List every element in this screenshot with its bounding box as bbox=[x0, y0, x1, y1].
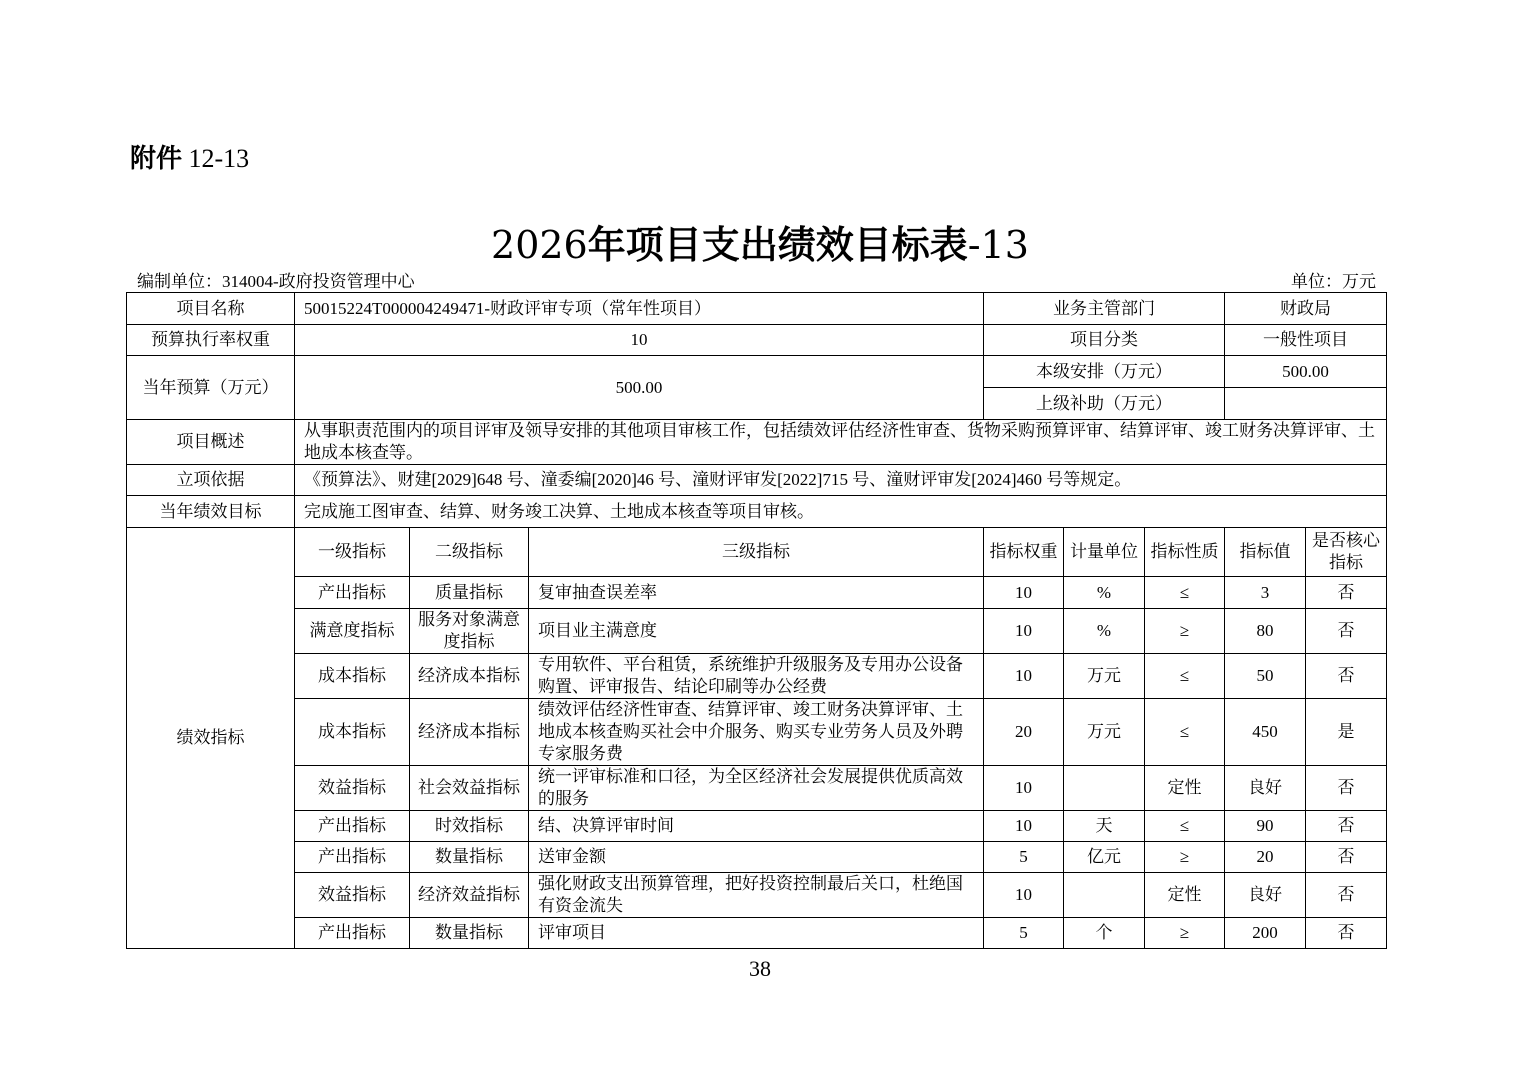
indicator-level2-cell: 数量指标 bbox=[410, 918, 529, 949]
local-label: 本级安排（万元） bbox=[984, 356, 1225, 388]
indicator-unit-cell bbox=[1064, 873, 1145, 918]
indicator-value-cell: 90 bbox=[1225, 811, 1306, 842]
header-level2: 二级指标 bbox=[410, 528, 529, 577]
indicator-nature-cell: ≤ bbox=[1145, 577, 1225, 609]
attachment-number: 12-13 bbox=[188, 144, 250, 173]
indicator-unit-cell bbox=[1064, 766, 1145, 811]
indicator-level2-cell: 社会效益指标 bbox=[410, 766, 529, 811]
indicator-level2-cell: 服务对象满意度指标 bbox=[410, 609, 529, 654]
indicator-weight-cell: 10 bbox=[984, 766, 1064, 811]
indicator-unit-cell: % bbox=[1064, 609, 1145, 654]
local-value: 500.00 bbox=[1225, 356, 1387, 388]
indicator-level2-cell: 经济成本指标 bbox=[410, 699, 529, 766]
category-value: 一般性项目 bbox=[1225, 325, 1387, 356]
table-row bbox=[127, 918, 1387, 949]
indicator-unit-cell: 个 bbox=[1064, 918, 1145, 949]
project-name-label: 项目名称 bbox=[127, 293, 295, 325]
indicator-level1-cell: 产出指标 bbox=[295, 811, 410, 842]
table-row bbox=[127, 842, 1387, 873]
header-weight: 指标权重 bbox=[984, 528, 1064, 577]
indicator-nature-cell: ≤ bbox=[1145, 654, 1225, 699]
indicator-unit-cell: 亿元 bbox=[1064, 842, 1145, 873]
exec-weight-label: 预算执行率权重 bbox=[127, 325, 295, 356]
title-main: 年项目支出绩效目标表 bbox=[587, 222, 968, 267]
indicator-nature-cell: ≤ bbox=[1145, 699, 1225, 766]
performance-target-table bbox=[126, 292, 1387, 949]
table-row bbox=[127, 699, 1387, 766]
indicator-value-cell: 200 bbox=[1225, 918, 1306, 949]
indicator-level3-cell: 绩效评估经济性审查、结算评审、竣工财务决算评审、土地成本核查购买社会中介服务、购买专业劳务人员及外聘专家服务费 bbox=[529, 699, 984, 766]
overview-value: 从事职责范围内的项目评审及领导安排的其他项目审核工作，包括绩效评估经济性审查、货物采购预算评审、结算评审、竣工财务决算评审、土地成本核查等。 bbox=[295, 420, 1387, 465]
indicator-weight-cell: 5 bbox=[984, 918, 1064, 949]
indicator-level3-cell: 项目业主满意度 bbox=[529, 609, 984, 654]
indicator-weight-cell: 10 bbox=[984, 811, 1064, 842]
indicator-level1-cell: 效益指标 bbox=[295, 766, 410, 811]
indicator-level3-cell: 送审金额 bbox=[529, 842, 984, 873]
indicator-core-cell: 是 bbox=[1306, 699, 1387, 766]
header-level1: 一级指标 bbox=[295, 528, 410, 577]
overview-label: 项目概述 bbox=[127, 420, 295, 465]
indicator-unit-cell: 万元 bbox=[1064, 699, 1145, 766]
title-year: 2026 bbox=[491, 223, 588, 267]
indicator-weight-cell: 10 bbox=[984, 609, 1064, 654]
table-row bbox=[127, 873, 1387, 918]
table-row bbox=[127, 811, 1387, 842]
indicator-level1-cell: 成本指标 bbox=[295, 699, 410, 766]
goal-value: 完成施工图审查、结算、财务竣工决算、土地成本核查等项目审核。 bbox=[295, 496, 1387, 528]
indicator-core-cell: 否 bbox=[1306, 609, 1387, 654]
dept-label: 业务主管部门 bbox=[984, 293, 1225, 325]
indicator-header-row bbox=[127, 528, 1387, 577]
currency-unit: 单位：万元 bbox=[1291, 272, 1376, 291]
indicator-value-cell: 50 bbox=[1225, 654, 1306, 699]
indicator-core-cell: 否 bbox=[1306, 654, 1387, 699]
indicator-weight-cell: 20 bbox=[984, 699, 1064, 766]
indicator-level1-cell: 满意度指标 bbox=[295, 609, 410, 654]
indicator-nature-cell: ≥ bbox=[1145, 918, 1225, 949]
superior-label: 上级补助（万元） bbox=[984, 388, 1225, 420]
document-title bbox=[0, 214, 1520, 269]
table-row bbox=[127, 609, 1387, 654]
indicator-weight-cell: 10 bbox=[984, 577, 1064, 609]
indicator-value-cell: 良好 bbox=[1225, 873, 1306, 918]
indicator-weight-cell: 5 bbox=[984, 842, 1064, 873]
indicator-value-cell: 良好 bbox=[1225, 766, 1306, 811]
indicator-unit-cell: % bbox=[1064, 577, 1145, 609]
row-overview bbox=[127, 420, 1387, 465]
indicator-level1-cell: 成本指标 bbox=[295, 654, 410, 699]
indicator-value-cell: 3 bbox=[1225, 577, 1306, 609]
indicator-core-cell: 否 bbox=[1306, 873, 1387, 918]
indicator-core-cell: 否 bbox=[1306, 577, 1387, 609]
dept-value: 财政局 bbox=[1225, 293, 1387, 325]
indicator-level3-cell: 专用软件、平台租赁，系统维护升级服务及专用办公设备购置、评审报告、结论印刷等办公经费 bbox=[529, 654, 984, 699]
budget-label: 当年预算（万元） bbox=[127, 356, 295, 420]
row-goal bbox=[127, 496, 1387, 528]
row-basis bbox=[127, 465, 1387, 496]
indicator-core-cell: 否 bbox=[1306, 766, 1387, 811]
indicator-nature-cell: 定性 bbox=[1145, 873, 1225, 918]
category-label: 项目分类 bbox=[984, 325, 1225, 356]
indicator-core-cell: 否 bbox=[1306, 842, 1387, 873]
table-row bbox=[127, 766, 1387, 811]
indicator-level2-cell: 时效指标 bbox=[410, 811, 529, 842]
budget-value: 500.00 bbox=[295, 356, 984, 420]
indicator-weight-cell: 10 bbox=[984, 873, 1064, 918]
row-budget bbox=[127, 356, 1387, 388]
header-core: 是否核心指标 bbox=[1306, 528, 1387, 577]
indicator-level1-cell: 产出指标 bbox=[295, 842, 410, 873]
indicator-unit-cell: 天 bbox=[1064, 811, 1145, 842]
indicator-level1-cell: 产出指标 bbox=[295, 577, 410, 609]
indicator-level3-cell: 复审抽查误差率 bbox=[529, 577, 984, 609]
basis-label: 立项依据 bbox=[127, 465, 295, 496]
page-number: 38 bbox=[749, 956, 771, 981]
indicator-level3-cell: 评审项目 bbox=[529, 918, 984, 949]
header-unit: 计量单位 bbox=[1064, 528, 1145, 577]
indicator-level2-cell: 数量指标 bbox=[410, 842, 529, 873]
indicator-level2-cell: 经济效益指标 bbox=[410, 873, 529, 918]
indicator-core-cell: 否 bbox=[1306, 811, 1387, 842]
compiling-unit: 编制单位：314004-政府投资管理中心 bbox=[137, 272, 415, 291]
header-value: 指标值 bbox=[1225, 528, 1306, 577]
basis-value: 《预算法》、财建[2029]648 号、潼委编[2020]46 号、潼财评审发[2022]715 号、潼财评审发[2024]460 号等规定。 bbox=[295, 465, 1387, 496]
indicator-weight-cell: 10 bbox=[984, 654, 1064, 699]
project-name-value: 50015224T000004249471-财政评审专项（常年性项目） bbox=[295, 293, 984, 325]
header-nature: 指标性质 bbox=[1145, 528, 1225, 577]
row-exec-weight bbox=[127, 325, 1387, 356]
indicator-nature-cell: ≤ bbox=[1145, 811, 1225, 842]
row-project-name bbox=[127, 293, 1387, 325]
attachment-prefix: 附件 bbox=[130, 144, 183, 174]
indicator-nature-cell: ≥ bbox=[1145, 842, 1225, 873]
table-row bbox=[127, 654, 1387, 699]
indicator-value-cell: 450 bbox=[1225, 699, 1306, 766]
indicator-level3-cell: 强化财政支出预算管理，把好投资控制最后关口，杜绝国有资金流失 bbox=[529, 873, 984, 918]
indicator-unit-cell: 万元 bbox=[1064, 654, 1145, 699]
table-row bbox=[127, 577, 1387, 609]
indicator-nature-cell: 定性 bbox=[1145, 766, 1225, 811]
indicator-nature-cell: ≥ bbox=[1145, 609, 1225, 654]
title-suffix: -13 bbox=[967, 223, 1029, 267]
exec-weight-value: 10 bbox=[295, 325, 984, 356]
indicator-level3-cell: 结、决算评审时间 bbox=[529, 811, 984, 842]
indicator-level1-cell: 产出指标 bbox=[295, 918, 410, 949]
indicator-value-cell: 80 bbox=[1225, 609, 1306, 654]
indicators-section-label: 绩效指标 bbox=[127, 528, 295, 949]
indicator-level3-cell: 统一评审标准和口径，为全区经济社会发展提供优质高效的服务 bbox=[529, 766, 984, 811]
indicator-level2-cell: 质量指标 bbox=[410, 577, 529, 609]
indicator-level1-cell: 效益指标 bbox=[295, 873, 410, 918]
goal-label: 当年绩效目标 bbox=[127, 496, 295, 528]
indicator-level2-cell: 经济成本指标 bbox=[410, 654, 529, 699]
superior-value bbox=[1225, 388, 1387, 420]
indicator-value-cell: 20 bbox=[1225, 842, 1306, 873]
attachment-label bbox=[130, 138, 249, 175]
header-level3: 三级指标 bbox=[529, 528, 984, 577]
indicator-core-cell: 否 bbox=[1306, 918, 1387, 949]
